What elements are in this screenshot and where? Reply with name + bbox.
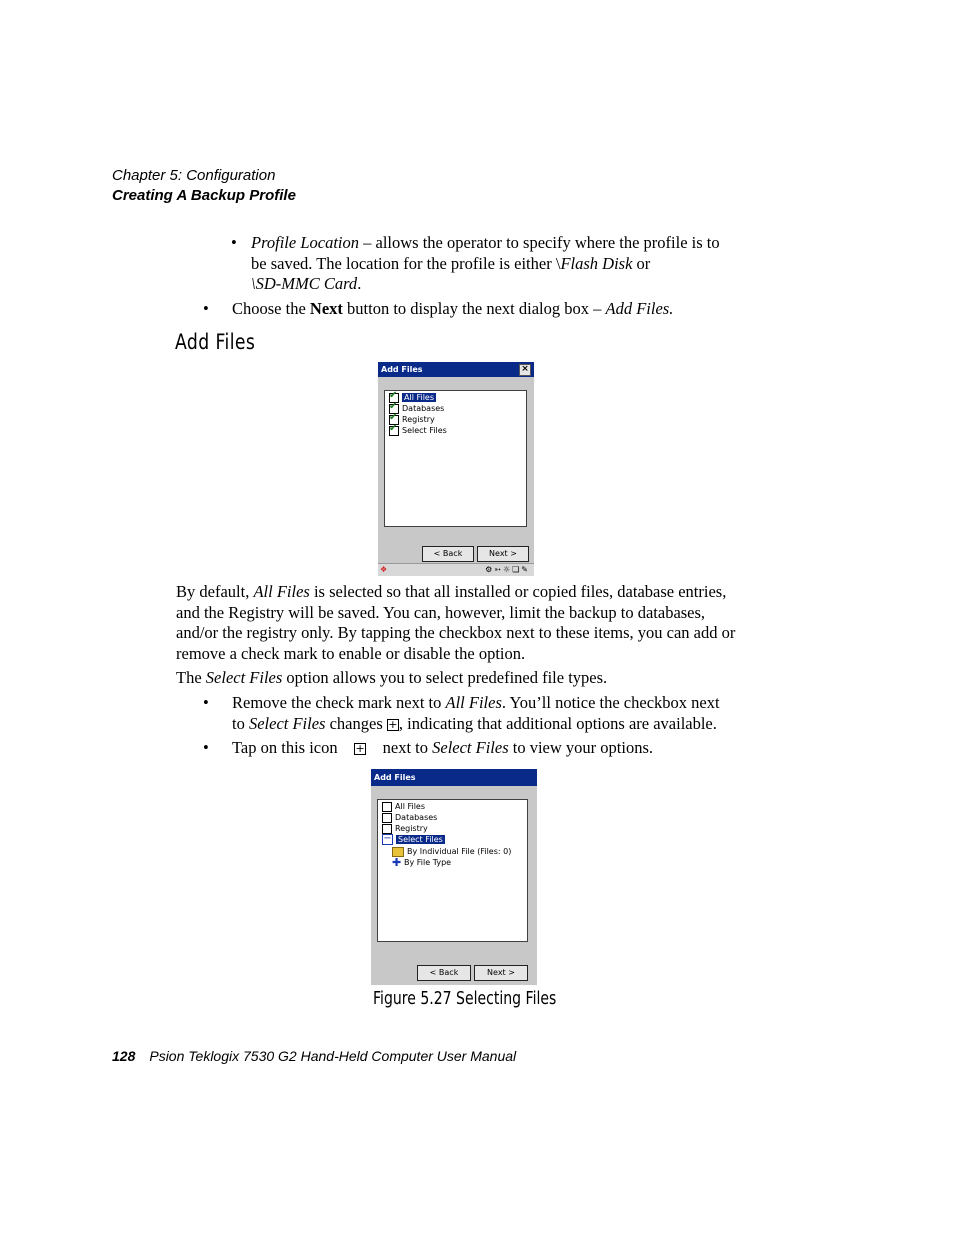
option-databases[interactable]: Databases xyxy=(382,812,437,823)
taskbar xyxy=(378,563,534,576)
option-registry[interactable]: Registry xyxy=(382,823,428,834)
option-all-files[interactable]: All Files xyxy=(382,801,425,812)
file-options-list xyxy=(384,390,527,527)
plus-box-icon: + xyxy=(355,742,365,756)
option-select-files[interactable]: ✔Select Files xyxy=(389,425,447,436)
page-number: 128 xyxy=(112,1048,136,1064)
next-button[interactable]: Next > xyxy=(477,546,529,562)
bullet-dot: • xyxy=(203,693,209,712)
collapse-minus-icon[interactable]: − xyxy=(383,833,392,844)
folder-icon xyxy=(392,847,404,857)
select-files-paragraph: The Select Files option allows you to select predefined file types. xyxy=(176,668,608,687)
option-registry[interactable]: ✔Registry xyxy=(389,414,435,425)
bullet-dot: • xyxy=(231,233,237,252)
dialog-titlebar: Add Files xyxy=(371,769,537,786)
option-by-individual-file[interactable]: By Individual File (Files: 0) xyxy=(392,846,511,857)
figure-caption: Figure 5.27 Selecting Files xyxy=(373,988,557,1009)
page-footer xyxy=(112,1048,516,1064)
windows-start-icon[interactable]: ❖ xyxy=(380,565,388,574)
plus-box-icon: + xyxy=(388,717,398,731)
checkbox-icon[interactable] xyxy=(382,824,392,834)
option-all-files[interactable]: ✔All Files xyxy=(389,392,436,403)
back-button[interactable]: < Back xyxy=(422,546,474,562)
tray-icons: ⚙➳☼❏✎ xyxy=(485,565,530,574)
default-paragraph: By default, All Files is selected so that all installed or copied files, database entries, and the Registry will be saved. You can, however, limit the backup to databases, and/or the registry only. By tapping the checkbox next to these items, you can add or remove a check mark to enable or disable the option. xyxy=(176,582,736,663)
bullet-remove-check: Remove the check mark next to All Files. You’ll notice the checkbox next to Select Files changes +, indicating that additional options are available. xyxy=(232,693,720,733)
chapter-header: Chapter 5: Configuration xyxy=(112,167,276,184)
bullet-tap-icon: Tap on this icon + next to Select Files to view your options. xyxy=(232,738,654,757)
option-select-files[interactable]: − Select Files xyxy=(383,833,443,844)
bullet-dot: • xyxy=(203,738,209,757)
close-icon[interactable]: × xyxy=(519,364,531,376)
bullet-choose-next: Choose the Next button to display the next dialog box – Add Files. xyxy=(232,299,674,318)
bullet-profile-location: Profile Location – allows the operator to specify where the profile is to be saved. The location for the profile is either \Flash Disk or \SD-MMC Card. xyxy=(251,233,720,293)
add-files-dialog-expanded xyxy=(371,769,537,985)
file-options-list xyxy=(377,799,528,942)
bullet-dot: • xyxy=(203,299,209,318)
option-by-file-type[interactable]: ✚ By File Type xyxy=(392,856,452,869)
checkbox-icon[interactable] xyxy=(382,802,392,812)
manual-title: Psion Teklogix 7530 G2 Hand-Held Computer User Manual xyxy=(149,1048,517,1064)
option-databases[interactable]: ✔Databases xyxy=(389,403,444,414)
expand-plus-icon[interactable]: ✚ xyxy=(392,856,402,869)
add-files-dialog xyxy=(378,362,534,576)
dialog-titlebar: Add Files × xyxy=(378,362,534,377)
section-title: Add Files xyxy=(175,330,256,354)
checkbox-icon[interactable] xyxy=(382,813,392,823)
checkbox-icon[interactable] xyxy=(389,426,399,436)
next-button[interactable]: Next > xyxy=(474,965,528,981)
back-button[interactable]: < Back xyxy=(417,965,471,981)
section-header: Creating A Backup Profile xyxy=(112,187,296,204)
